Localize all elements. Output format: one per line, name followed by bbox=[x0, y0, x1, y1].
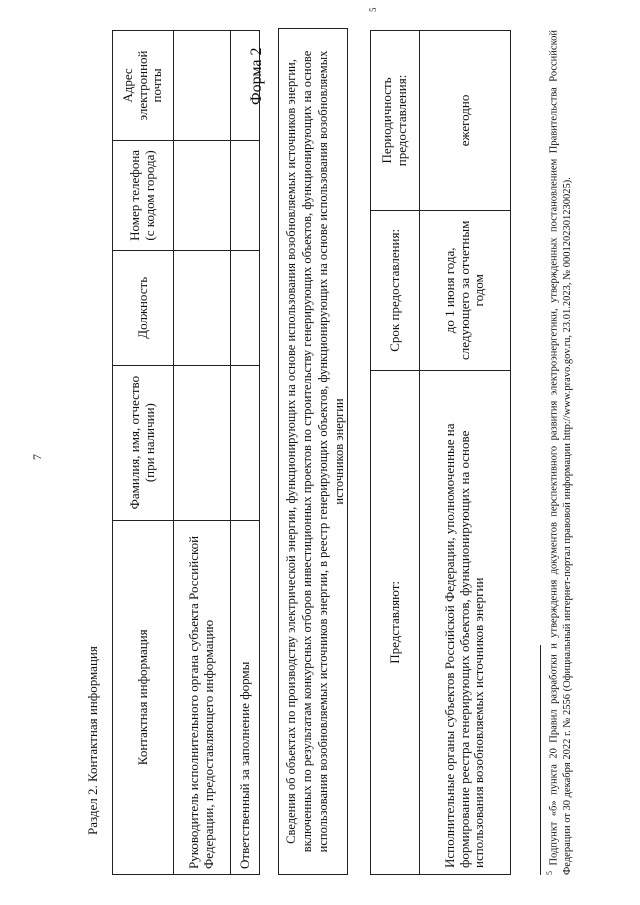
table-cell bbox=[174, 31, 231, 141]
form-description-text: Сведения об объектах по производству электрической энергии, функционирующих на основе использования возобновляемых источников энергии, включенных по результатам конкурсных отборов инвестиционных проектов по строительству генерирующих объектов, функционирующих на основе использования возобновляемых источников энергии, в реестр генерирующих объектов, функционирующих на основе использования возобновляемых источников энергии bbox=[284, 50, 346, 853]
table-cell bbox=[174, 365, 231, 520]
contact-info-table bbox=[112, 30, 260, 875]
column-header: Адрес электронной почты bbox=[113, 31, 174, 141]
table-cell bbox=[231, 365, 260, 520]
column-header: Периодичность предоставления: bbox=[371, 31, 420, 211]
submission-table bbox=[370, 30, 511, 875]
table-cell bbox=[174, 140, 231, 250]
table-cell: до 1 июня года, следующего за отчетным годом bbox=[420, 210, 511, 370]
table-cell: Исполнительные органы субъектов Российской Федерации, уполномоченные на формирование реестра генерирующих объектов, функционирующих на основе использования возобновляемых источников энергии bbox=[420, 370, 511, 874]
footnote bbox=[545, 30, 575, 875]
column-header: Номер телефона (с кодом города) bbox=[113, 140, 174, 250]
form-description-box bbox=[278, 28, 348, 875]
table-cell: Руководитель исполнительного органа субъекта Российской Федерации, предоставляющего информацию bbox=[174, 520, 231, 874]
table-header-row bbox=[113, 31, 174, 875]
page-number: 7 bbox=[30, 454, 44, 460]
column-header: Контактная информация bbox=[113, 520, 174, 874]
table-cell bbox=[174, 250, 231, 365]
table-cell: ежегодно bbox=[420, 31, 511, 211]
column-header: Должность bbox=[113, 250, 174, 365]
column-header: Срок предоставления: bbox=[371, 210, 420, 370]
column-header: Представляют: bbox=[371, 370, 420, 874]
footnote-separator bbox=[540, 645, 541, 875]
footnote-mark: 5 bbox=[545, 871, 554, 875]
column-header: Фамилия, имя, отчество (при наличии) bbox=[113, 365, 174, 520]
footnote-text: Подпункт «б» пункта 20 Правил разработки и утверждения документов перспективного развития электроэнергетики, утвержденных постановлением Правительства Российской Федерации от 30 декабря 2022 г. № 2556 (Официальный интернет-портал правовой информации http://www.pravo.gov.ru, 23.01.2023, № 0001202301230025). bbox=[548, 29, 574, 875]
table-cell bbox=[231, 250, 260, 365]
footnote-reference: 5 bbox=[368, 7, 378, 12]
table-row bbox=[174, 31, 231, 875]
section-title: Раздел 2. Контактная информация bbox=[85, 646, 100, 835]
form-label: Форма 2 bbox=[248, 47, 265, 105]
table-header-row bbox=[371, 31, 420, 875]
table-cell: Ответственный за заполнение формы bbox=[231, 520, 260, 874]
table-cell bbox=[231, 140, 260, 250]
table-row bbox=[420, 31, 511, 875]
table-row bbox=[231, 31, 260, 875]
